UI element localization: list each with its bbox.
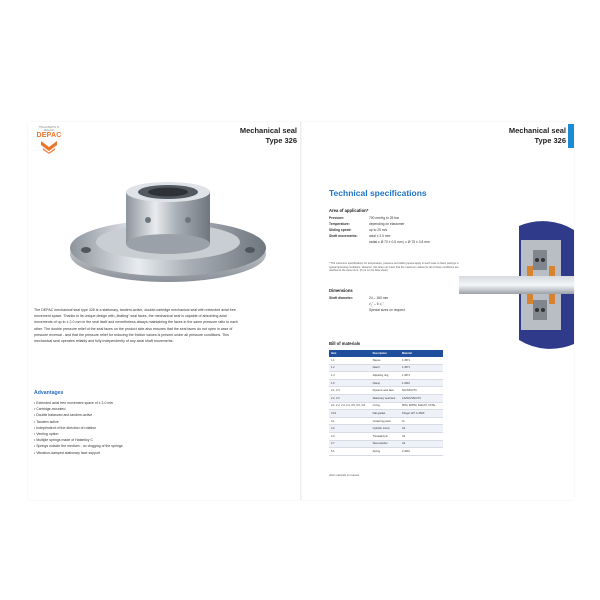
- cell-item: 4.2: [329, 425, 371, 433]
- right-page: [301, 122, 574, 500]
- spec-key: Temperature:: [329, 222, 350, 226]
- cell-material: 1.4310: [400, 379, 443, 387]
- cell-material: FKM, EPDM, Kalrez®, FFTE...: [400, 402, 443, 410]
- technical-specifications-heading: Technical specifications: [329, 188, 427, 198]
- cell-item: 1.1: [329, 357, 371, 364]
- cell-material: 1.4571: [400, 372, 443, 380]
- spec-value: radial ≤ Ø 70 ± 0.5 mm | ≥ Ø 75 ± 0.8 mm: [369, 240, 430, 244]
- cell-description: Spring: [371, 448, 400, 456]
- logo-wordmark: DEPAC: [36, 132, 62, 139]
- spec-value: 700 mmHg to 25 bar: [369, 216, 400, 220]
- left-page: [28, 122, 301, 500]
- spec-value: ¹⁄₂" – 6 ¹⁄₂": [369, 302, 384, 306]
- spec-key: Sliding speed:: [329, 228, 352, 232]
- spec-key: Pressure:: [329, 216, 345, 220]
- cell-description: Centering piece: [371, 417, 400, 425]
- cell-item: 4.1: [329, 417, 371, 425]
- dimensions-heading: Dimensions: [329, 288, 353, 293]
- spec-key: [329, 307, 369, 313]
- cell-description: Clamp: [371, 379, 400, 387]
- cell-description: O-ring: [371, 402, 400, 410]
- left-title: [240, 126, 297, 146]
- list-item: • Extended axial free movement space of ± 2.0 mm: [34, 400, 123, 406]
- bom-footnote: other materials on request: [329, 474, 360, 477]
- seal-cross-section-illustration: [459, 220, 574, 350]
- cell-item: 2.1, 3.3: [329, 387, 371, 395]
- cell-material: Klinger sil® C-4500: [400, 410, 443, 418]
- seal-description: The DEPAC mechanical seal type 326 is a stationary, tandem-active, double-cartridge mechanical seal with extended axial free movement space. Thanks to its unique design with „floating“ seal faces, the mechanical seal is capable of absorbing axial movements of up to ± 2.0 mm in the seal itself and nevertheless always maintaining the faces in the same pressure ratio to each other. The double pressure relief of the seal faces on the product side also ensures that the seal faces do not open in case of pressure reversal - and that the pressure relief for reducing the friction values is present under all pressure conditions. This mechanical seal operates reliably and fully independently of any axial shaft movements.: [34, 308, 238, 344]
- list-item: • Cartridge-mounted: [34, 406, 123, 412]
- list-item: • Tandem active: [34, 419, 123, 425]
- area-table: [329, 215, 430, 245]
- cell-material: 2.4610: [400, 448, 443, 456]
- dimensions-table: [329, 295, 405, 313]
- table-row: [329, 417, 443, 425]
- column-header: Description: [371, 350, 400, 357]
- spec-value: 24 – 160 mm: [369, 296, 389, 300]
- cell-item: 1.4: [329, 372, 371, 380]
- cell-material: Al: [400, 417, 443, 425]
- list-item: • Springs outside the medium - no clogging of the springs: [34, 443, 123, 449]
- cell-material: 1.4571: [400, 364, 443, 372]
- cell-material: SiC/SSiC/TC: [400, 387, 443, 395]
- table-row: [329, 372, 443, 380]
- seal-product-photo: [68, 162, 268, 290]
- spec-row: [329, 239, 430, 245]
- spec-key: Shaft diameter:: [329, 296, 353, 300]
- spec-row: [329, 307, 405, 313]
- cell-description: Steel washer: [371, 440, 400, 448]
- cell-description: Flat gasket: [371, 410, 400, 418]
- table-header-row: [329, 350, 443, 357]
- column-header: Material: [400, 350, 443, 357]
- bill-of-materials-heading: Bill of materials: [329, 341, 361, 346]
- advantages-heading: Advantages: [34, 390, 64, 396]
- cell-item: 3.10: [329, 410, 371, 418]
- table-row: [329, 432, 443, 440]
- blue-edge-tab: [568, 124, 574, 148]
- table-row: [329, 364, 443, 372]
- spec-key: [329, 239, 369, 245]
- spec-value: Special sizes on request: [369, 308, 405, 312]
- table-row: [329, 410, 443, 418]
- cell-material: A2: [400, 440, 443, 448]
- list-item: • Multiple springs made of Hastelloy C: [34, 437, 123, 443]
- table-row: [329, 394, 443, 402]
- cell-description: Cylinder screw: [371, 425, 400, 433]
- cell-description: Stationary seal face: [371, 394, 400, 402]
- cell-description: Threaded pin: [371, 432, 400, 440]
- cell-item: 1.6: [329, 379, 371, 387]
- depac-logo: [34, 126, 64, 154]
- table-row: [329, 425, 443, 433]
- brochure-spread: [28, 122, 574, 500]
- left-title-line1: Mechanical seal: [239, 126, 297, 135]
- right-title-line1: Mechanical seal: [508, 126, 566, 135]
- table-row: [329, 440, 443, 448]
- cell-item: 2.1, 2.2, 2.3, 3.4, 3.5, 3.6, 3.8: [329, 402, 371, 410]
- bill-of-materials-table: [329, 350, 443, 456]
- cell-description: Adjusting ring: [371, 372, 400, 380]
- spec-value: depending on elastomer: [369, 222, 405, 226]
- advantages-list: [34, 400, 123, 456]
- logo-tagline: THE EXPERTS IN SEALING: [38, 126, 60, 132]
- cell-item: 5.1: [329, 448, 371, 456]
- table-row: [329, 402, 443, 410]
- list-item: • Independent of the direction of rotation: [34, 425, 123, 431]
- cell-description: Sleeve: [371, 357, 400, 364]
- column-header: Item: [329, 350, 371, 357]
- list-item: • Venting option: [34, 431, 123, 437]
- cell-material: A4: [400, 432, 443, 440]
- cell-item: 4.3: [329, 432, 371, 440]
- spec-key: Shaft movements:: [329, 234, 358, 238]
- table-row: [329, 379, 443, 387]
- right-title-line2: Type 326: [534, 136, 566, 145]
- table-row: [329, 448, 443, 456]
- spec-value: up to 25 m/s: [369, 228, 388, 232]
- table-row: [329, 357, 443, 364]
- cell-item: 2.2, 3.2: [329, 394, 371, 402]
- left-title-line2: Type 326: [265, 136, 297, 145]
- cell-material: 1.4571: [400, 357, 443, 364]
- cell-item: 1.2: [329, 364, 371, 372]
- cell-item: 4.7: [329, 440, 371, 448]
- spec-value: axial ± 2.0 mm: [369, 234, 391, 238]
- cell-material: CA/SiC/SSiC/TC: [400, 394, 443, 402]
- cell-material: A4: [400, 425, 443, 433]
- right-title: [509, 126, 566, 146]
- chevron-logo-icon: [40, 140, 58, 154]
- area-heading: Area of application*: [329, 208, 369, 213]
- specification-footnote: * The maximum specifications for temperature, pressure and sliding speed apply in each case to basic pairings in typical operating conditions. However, this does not mean that the maximum values for all of these conditions are reached at the same time. (Fn is on the data sheet): [329, 262, 459, 273]
- list-item: • Vibration-damped stationary face support: [34, 450, 123, 456]
- cell-description: Gland: [371, 364, 400, 372]
- table-row: [329, 387, 443, 395]
- cell-description: Dynamic seal face: [371, 387, 400, 395]
- list-item: • Double balanced and tandem-active: [34, 412, 123, 418]
